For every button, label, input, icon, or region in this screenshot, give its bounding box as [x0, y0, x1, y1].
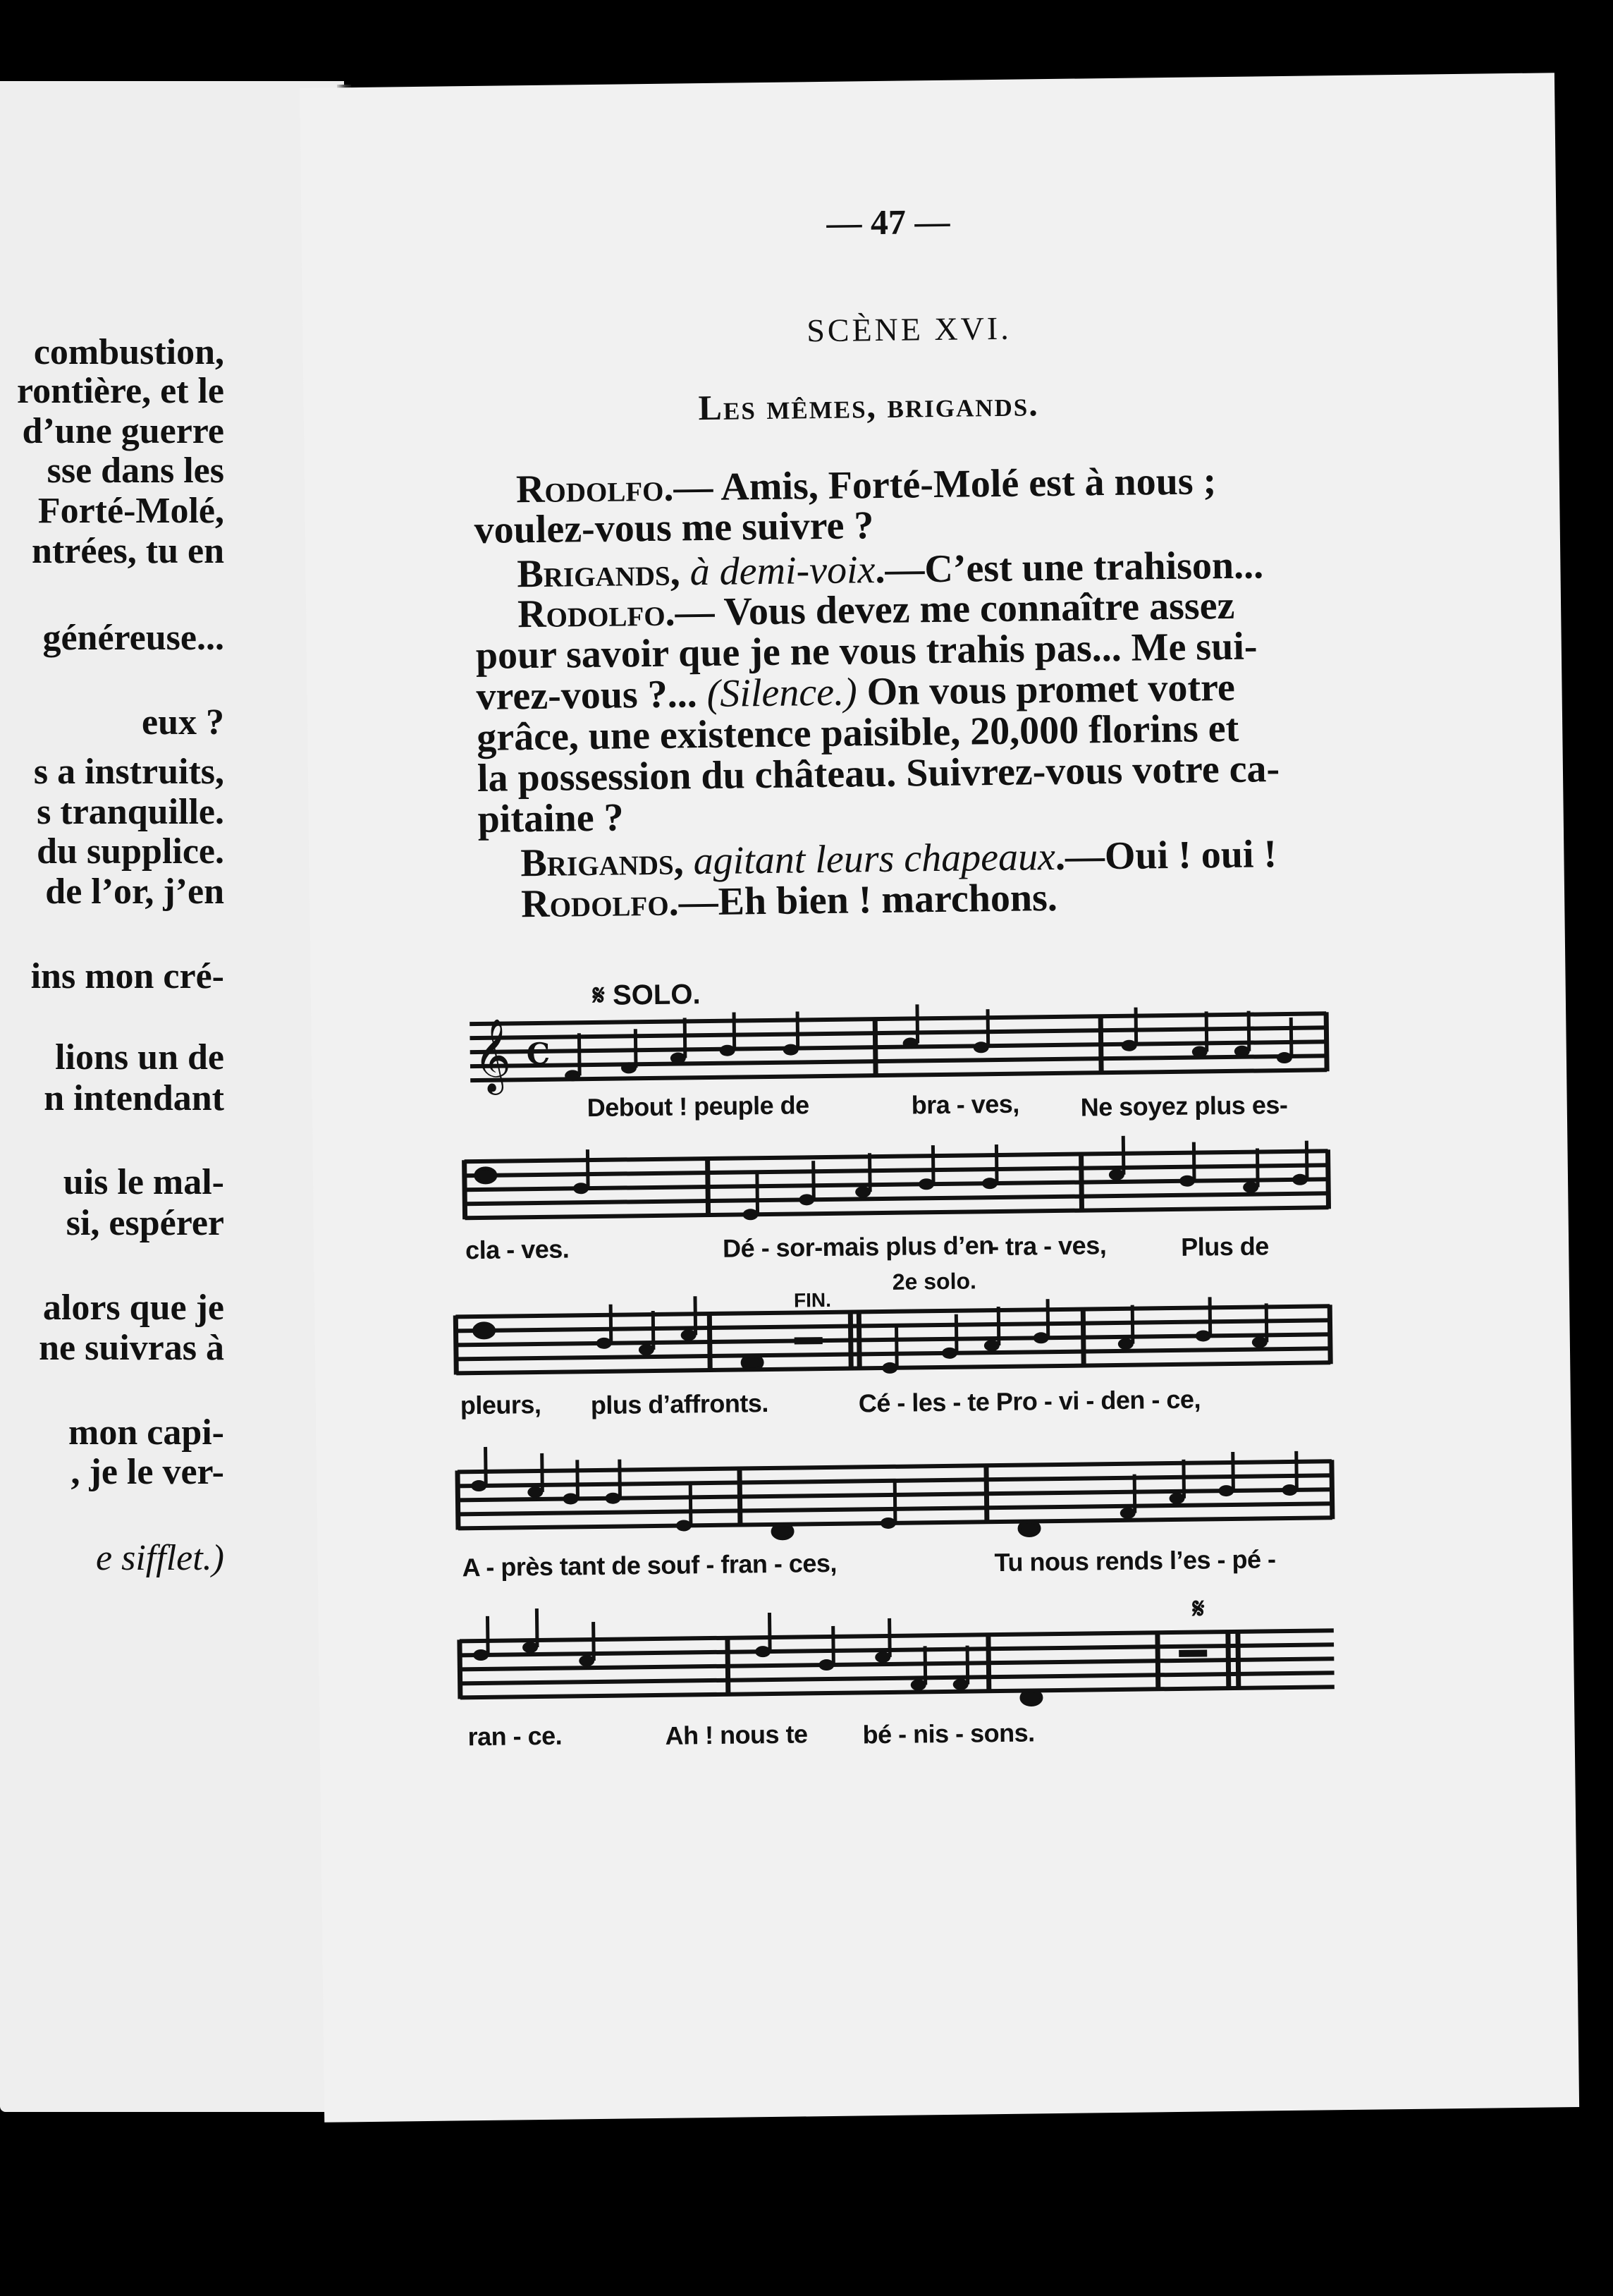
speaker-separator: .—	[663, 465, 721, 510]
dialogue-text: .—Oui ! oui !	[1055, 832, 1277, 879]
left-text-line: rontière, et le	[16, 371, 224, 411]
left-text-line: , je le ver-	[70, 1452, 224, 1492]
left-text-line: alors que je	[42, 1288, 224, 1328]
dialogue-text: On vous promet votre	[857, 665, 1236, 714]
svg-text:C: C	[526, 1036, 551, 1072]
svg-text:𝄞: 𝄞	[473, 1018, 512, 1093]
left-text-line: s a instruits,	[33, 752, 224, 792]
stage-direction: à demi-voix	[689, 548, 876, 594]
left-text-line: combustion,	[33, 332, 224, 372]
lyric: Ne soyez plus es-	[1080, 1089, 1288, 1122]
dialogue-text: la possession du château. Suivrez-vous votre ca-	[477, 747, 1280, 800]
left-text-line: de l’or, j’en	[45, 872, 224, 912]
lyric: ran - ce.	[467, 1721, 563, 1752]
speaker-name: Brigands	[520, 839, 675, 886]
left-text-line: si, espérer	[66, 1203, 224, 1243]
lyric: - tra - ves,	[990, 1231, 1107, 1262]
fin-label: FIN.	[793, 1288, 832, 1312]
speaker-name: Rodolfo	[517, 590, 666, 637]
staff-4	[458, 1436, 1333, 1542]
dialogue-text: .—C’est une trahison...	[875, 543, 1264, 592]
speaker-name: Brigands	[517, 550, 671, 597]
left-text-line: mon capi-	[68, 1412, 224, 1453]
second-solo-label: 2e solo.	[892, 1268, 977, 1295]
segno-icon: 𝄋	[592, 979, 606, 1012]
speaker-separator: .—	[665, 590, 724, 635]
left-text-line: sse dans les	[47, 451, 224, 491]
lyric: plus d’affronts.	[590, 1388, 769, 1420]
speaker-separator: ,	[673, 839, 694, 884]
dialogue-text: voulez-vous me suivre ?	[474, 503, 874, 553]
left-text-line: Forté-Molé,	[37, 491, 224, 531]
stage-direction: (Silence.)	[706, 670, 858, 716]
solo-label: SOLO.	[612, 979, 701, 1011]
lyric: Ah ! nous te	[665, 1719, 808, 1750]
staff-1	[470, 999, 1327, 1095]
page-number: — 47 —	[826, 201, 950, 243]
left-text-line: uis le mal-	[63, 1162, 224, 1202]
dialogue-text: grâce, une existence paisible, 20,000 florins et	[476, 706, 1239, 759]
segno-icon: 𝄋	[1192, 1593, 1205, 1625]
staff-3	[455, 1288, 1330, 1379]
left-text-line: s tranquille.	[37, 792, 224, 832]
speaker-separator: .—	[668, 879, 718, 924]
stage-direction: agitant leurs chapeaux	[693, 834, 1056, 884]
left-text-line: e sifflet.)	[96, 1538, 224, 1578]
lyric: bé - nis - sons.	[862, 1718, 1035, 1750]
scene-characters: Les mêmes, brigands.	[698, 384, 1040, 428]
left-text-line: ins mon cré-	[30, 956, 224, 996]
lyric: Cé - les - te Pro - vi - den - ce,	[858, 1384, 1201, 1418]
left-text-line: n intendant	[44, 1078, 224, 1118]
left-text-line: généreuse...	[42, 618, 224, 658]
left-text-line: eux ?	[142, 702, 224, 743]
right-page	[300, 73, 1579, 2123]
speaker-name: Rodolfo	[515, 465, 664, 512]
lyric: A - près tant de souf - fran - ces,	[462, 1548, 838, 1582]
lyric: Debout ! peuple de	[587, 1090, 809, 1123]
left-text-line: ntrées, tu en	[32, 531, 224, 571]
lyric: pleurs,	[460, 1389, 541, 1420]
lyric: Dé - sor-mais plus d’en	[722, 1231, 994, 1263]
lyric: Tu nous rends l’es - pé -	[994, 1544, 1276, 1577]
speaker-separator: ,	[670, 550, 691, 594]
dialogue-text: pour savoir que je ne vous trahis pas... Me sui-	[475, 624, 1258, 678]
left-text-line: lions un de	[55, 1037, 224, 1077]
dialogue-text: vrez-vous ?...	[476, 672, 708, 719]
left-text-line: du supplice.	[37, 831, 224, 872]
scene-title: SCÈNE XVI.	[806, 310, 1012, 349]
left-page	[0, 81, 344, 2112]
speaker-name: Rodolfo	[520, 880, 669, 927]
lyric: bra - ves,	[911, 1089, 1020, 1120]
dialogue-text: Eh bien ! marchons.	[718, 875, 1058, 924]
lyric: cla - ves.	[465, 1234, 570, 1265]
lyric: Plus de	[1180, 1231, 1269, 1262]
dialogue-text: Amis, Forté-Molé est à nous ;	[720, 459, 1217, 509]
left-text-line: d’une guerre	[22, 411, 224, 451]
dialogue-text: pitaine ?	[477, 795, 624, 841]
left-text-line: ne suivras à	[39, 1328, 224, 1368]
staff-2	[464, 1133, 1328, 1223]
dialogue-text: Vous devez me connaître assez	[723, 583, 1235, 634]
